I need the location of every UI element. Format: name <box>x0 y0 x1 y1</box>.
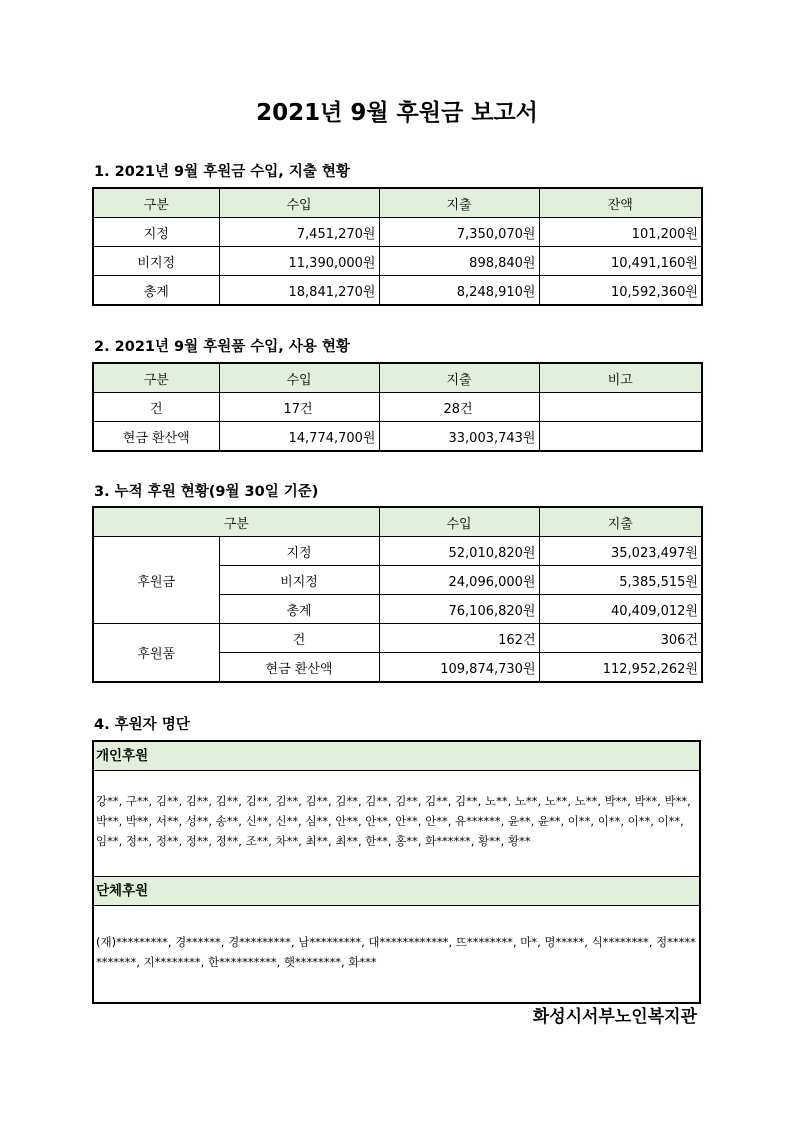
income-cell: 18,841,270원 <box>219 276 379 306</box>
table-row <box>93 218 702 247</box>
expense-cell: 7,350,070원 <box>379 218 539 247</box>
row-label: 건 <box>219 624 379 653</box>
income-cell: 14,774,700원 <box>219 422 379 452</box>
row-label: 지정 <box>219 537 379 566</box>
row-label: 비지정 <box>93 247 219 276</box>
expense-cell: 28건 <box>379 393 539 422</box>
table-row <box>93 393 702 422</box>
row-label: 현금 환산액 <box>93 422 219 452</box>
expense-cell: 33,003,743원 <box>379 422 539 452</box>
table-row <box>93 537 702 566</box>
balance-cell: 101,200원 <box>539 218 702 247</box>
table-row <box>93 247 702 276</box>
group-donor-names: (재)*********, 경******, 경*********, 남*********, 대************, 뜨********, 마*, 명*****, 식********, 정************, 지********, 한**********, 햇********, 화*** <box>96 935 696 969</box>
row-label: 총계 <box>219 595 379 624</box>
row-label: 총계 <box>93 276 219 306</box>
table-row <box>93 624 702 653</box>
group-label: 후원금 <box>93 537 219 624</box>
header-cell: 수입 <box>219 188 379 218</box>
income-cell: 109,874,730원 <box>379 653 539 683</box>
income-cell: 17건 <box>219 393 379 422</box>
header-cell: 구분 <box>93 363 219 393</box>
table-row <box>93 276 702 306</box>
expense-cell: 112,952,262원 <box>539 653 702 683</box>
organization-name: 화성시서부노인복지관 <box>532 1007 697 1027</box>
expense-cell: 898,840원 <box>379 247 539 276</box>
section1-heading: 1. 2021년 9월 후원금 수입, 지출 현황 <box>94 164 350 180</box>
header-cell: 지출 <box>379 188 539 218</box>
balance-cell: 10,592,360원 <box>539 276 702 306</box>
individual-donor-names: 강**, 구**, 김**, 김**, 김**, 김**, 김**, 김**, 김**, 김**, 김**, 김**, 김**, 노**, 노**, 노**, 노**, 박**, 박**, 박**, 박**, 박**, 서**, 성**, 송**, 신**, 신**, 심**, 안**, 안**, 안**, 안**, 유******, 윤**, 윤**, 이**, 이**, 이**, 이**, 임**, 정**, 정**, 정**, 정**, 조**, 차**, 최**, 최**, 한**, 홍**, 화******, 황**, 황** <box>94 771 699 877</box>
group-donor-label: 단체후원 <box>94 877 699 906</box>
header-cell: 수입 <box>379 507 539 537</box>
expense-cell: 306건 <box>539 624 702 653</box>
document-title: 2021년 9월 후원금 보고서 <box>256 100 538 126</box>
header-cell: 지출 <box>539 507 702 537</box>
balance-cell: 10,491,160원 <box>539 247 702 276</box>
income-cell: 52,010,820원 <box>379 537 539 566</box>
remarks-cell <box>539 393 702 422</box>
header-cell: 잔액 <box>539 188 702 218</box>
expense-cell: 40,409,012원 <box>539 595 702 624</box>
header-cell: 비고 <box>539 363 702 393</box>
expense-cell: 8,248,910원 <box>379 276 539 306</box>
expense-cell: 5,385,515원 <box>539 566 702 595</box>
table-header-row <box>93 188 702 218</box>
section2-heading: 2. 2021년 9월 후원품 수입, 사용 현황 <box>94 339 350 355</box>
income-cell: 162건 <box>379 624 539 653</box>
row-label: 지정 <box>93 218 219 247</box>
income-cell: 24,096,000원 <box>379 566 539 595</box>
row-label: 비지정 <box>219 566 379 595</box>
individual-donor-label: 개인후원 <box>94 742 699 771</box>
income-cell: 76,106,820원 <box>379 595 539 624</box>
table-header-row <box>93 507 702 537</box>
section3-heading: 3. 누적 후원 현황(9월 30일 기준) <box>94 484 319 500</box>
row-label: 현금 환산액 <box>219 653 379 683</box>
section3-table <box>92 506 703 683</box>
header-cell: 수입 <box>219 363 379 393</box>
remarks-cell <box>539 422 702 452</box>
group-label: 후원품 <box>93 624 219 683</box>
income-cell: 11,390,000원 <box>219 247 379 276</box>
section4-heading: 4. 후원자 명단 <box>94 717 190 733</box>
table-header-row <box>93 363 702 393</box>
header-cell: 지출 <box>379 363 539 393</box>
section1-table <box>92 187 703 306</box>
header-cell: 구분 <box>93 188 219 218</box>
section2-table <box>92 362 703 452</box>
income-cell: 7,451,270원 <box>219 218 379 247</box>
expense-cell: 35,023,497원 <box>539 537 702 566</box>
row-label: 건 <box>93 393 219 422</box>
donor-list-box <box>92 740 701 1004</box>
table-row <box>93 422 702 452</box>
header-cell: 구분 <box>93 507 379 537</box>
